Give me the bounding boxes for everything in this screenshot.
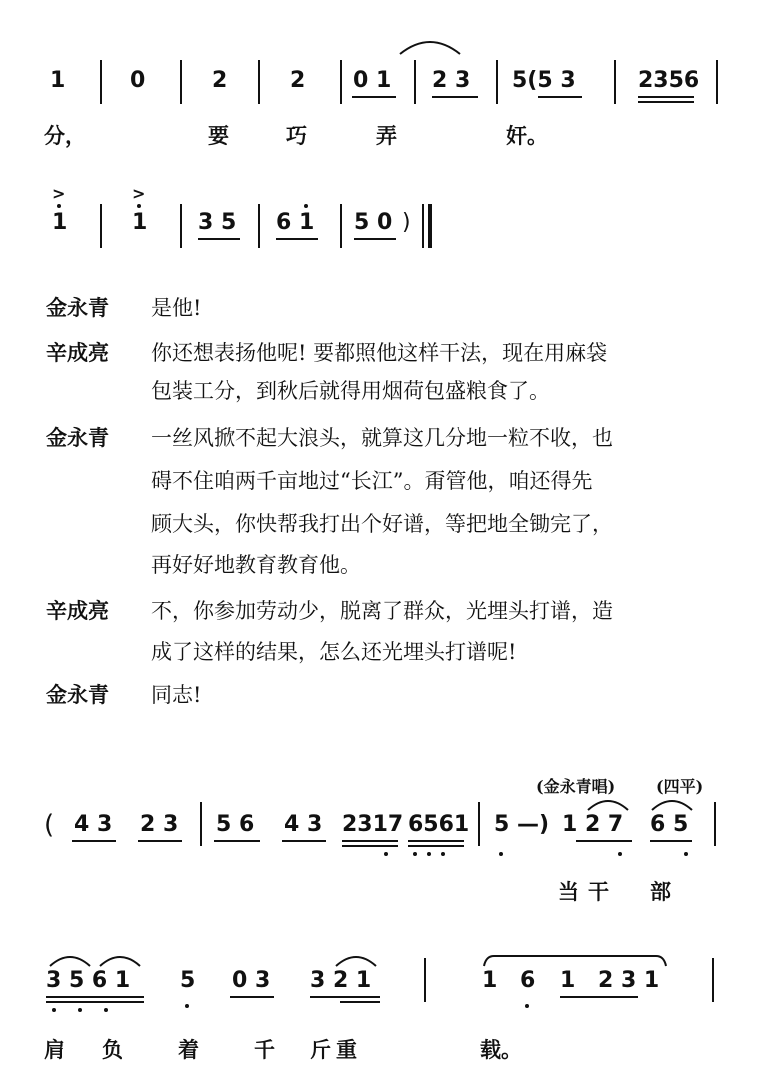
underline (46, 1001, 144, 1003)
lyric: 分， (44, 123, 86, 148)
close-paren: ) (402, 210, 411, 235)
note-group: 5 —) (494, 812, 550, 837)
note-m5: 0 1 (353, 68, 392, 93)
lyric: 干 (588, 879, 609, 904)
note-group: 5 6 (216, 812, 255, 837)
lyric: 奸。 (506, 123, 548, 148)
note-group: 4 3 (284, 812, 323, 837)
note-group: 2 3 1 (598, 968, 660, 993)
note-group: 2 3 (140, 812, 179, 837)
note-m8: 2356 (638, 68, 700, 93)
underline (214, 840, 260, 842)
accent-mark: > (52, 184, 66, 203)
lyric: 肩 (44, 1037, 65, 1062)
final-barline-thin (422, 204, 424, 248)
lyric: 载。 (480, 1037, 522, 1062)
slur (48, 952, 92, 968)
underline (72, 840, 116, 842)
note-m2: 1 (132, 210, 148, 235)
underline (138, 840, 182, 842)
barline (614, 60, 616, 104)
low-dot (185, 1004, 189, 1008)
note-m4: 2 (290, 68, 306, 93)
lyric: 着 (178, 1037, 199, 1062)
low-dot (525, 1004, 529, 1008)
dialogue-line: 你还想表扬他呢! 要都照他这样干法，现在用麻袋 (151, 341, 608, 365)
underline (340, 1001, 380, 1003)
low-dot (499, 852, 503, 856)
dialogue-line: 不，你参加劳动少，脱离了群众，光埋头打谱，造 (151, 599, 613, 623)
barline (712, 958, 714, 1002)
underline (354, 238, 396, 240)
underline (408, 840, 464, 842)
underline (282, 840, 326, 842)
barline (100, 60, 102, 104)
barline (716, 60, 718, 104)
speaker-name: 金永青 (46, 682, 109, 707)
underline (576, 840, 632, 842)
note-group: 1 (560, 968, 576, 993)
note-group: 6 5 (650, 812, 689, 837)
slur (98, 952, 142, 968)
barline (496, 60, 498, 104)
dialogue-line: 同志! (151, 683, 202, 707)
lyric: 巧 (286, 123, 307, 148)
underline (638, 96, 694, 98)
note-group: 0 3 (232, 968, 271, 993)
note-group: 1 2 7 (562, 812, 624, 837)
lyric: 斤 (310, 1037, 331, 1062)
high-dot (304, 204, 308, 208)
mode-annotation: (四平) (656, 777, 704, 796)
barline (340, 60, 342, 104)
tie (482, 952, 668, 968)
note-m7: 5(5 3 (512, 68, 576, 93)
final-barline-thick (428, 204, 432, 248)
lyric: 重 (336, 1037, 357, 1062)
slur (334, 952, 378, 968)
dialogue-line: 是他! (151, 296, 202, 320)
note-m5: 5 0 (354, 210, 393, 235)
open-paren: ( (44, 810, 55, 840)
low-dot (427, 852, 431, 856)
high-dot (57, 204, 61, 208)
slur (398, 34, 462, 56)
underline (198, 238, 240, 240)
low-dot (441, 852, 445, 856)
speaker-name: 辛成亮 (46, 340, 109, 365)
barline (180, 60, 182, 104)
low-dot (104, 1008, 108, 1012)
barline (424, 958, 426, 1002)
barline (258, 204, 260, 248)
low-dot (413, 852, 417, 856)
high-dot (137, 204, 141, 208)
note-m1: 1 (50, 68, 66, 93)
barline (200, 802, 202, 846)
underline (408, 845, 464, 847)
note-m3: 2 (212, 68, 228, 93)
underline (538, 96, 582, 98)
lyric: 弄 (376, 123, 397, 148)
underline (638, 101, 694, 103)
note-m6: 2 3 (432, 68, 471, 93)
note-group: 6561 (408, 812, 470, 837)
note-m1: 1 (52, 210, 68, 235)
note-group: 5 (180, 968, 196, 993)
slur (586, 796, 630, 812)
underline (230, 996, 274, 998)
note-m4: 6 1 (276, 210, 315, 235)
speaker-name: 辛成亮 (46, 598, 109, 623)
slur (650, 796, 694, 812)
low-dot (52, 1008, 56, 1012)
note-group: 3 2 1 (310, 968, 372, 993)
underline (432, 96, 478, 98)
lyric: 负 (102, 1037, 123, 1062)
dialogue-line: 包装工分，到秋后就得用烟荷包盛粮食了。 (151, 379, 550, 403)
underline (310, 996, 380, 998)
speaker-name: 金永青 (46, 425, 109, 450)
underline (46, 996, 144, 998)
underline (650, 840, 692, 842)
dialogue-line: 再好好地教育教育他。 (151, 553, 361, 577)
note-m2: 0 (130, 68, 146, 93)
underline (342, 845, 398, 847)
low-dot (684, 852, 688, 856)
lyric: 当 (558, 879, 579, 904)
dialogue-line: 一丝风掀不起大浪头，就算这几分地一粒不收，也 (151, 426, 613, 450)
barline (414, 60, 416, 104)
underline (352, 96, 396, 98)
underline (342, 840, 398, 842)
low-dot (78, 1008, 82, 1012)
barline (180, 204, 182, 248)
note-group: 6 (520, 968, 536, 993)
note-group: 4 3 (74, 812, 113, 837)
note-group: 2317 (342, 812, 404, 837)
lyric: 部 (650, 879, 671, 904)
underline (276, 238, 318, 240)
speaker-name: 金永青 (46, 295, 109, 320)
singer-annotation: (金永青唱) (536, 777, 616, 796)
dialogue-line: 成了这样的结果，怎么还光埋头打谱呢! (151, 640, 517, 664)
barline (478, 802, 480, 846)
barline (714, 802, 716, 846)
accent-mark: > (132, 184, 146, 203)
barline (100, 204, 102, 248)
lyric: 千 (254, 1037, 275, 1062)
dialogue-line: 碍不住咱两千亩地过“长江”。甭管他，咱还得先 (151, 469, 593, 493)
dialogue-line: 顾大头，你快帮我打出个好谱，等把地全锄完了， (151, 512, 613, 536)
barline (340, 204, 342, 248)
barline (258, 60, 260, 104)
low-dot (618, 852, 622, 856)
note-m3: 3 5 (198, 210, 237, 235)
underline (560, 996, 638, 998)
note-group: 1 (482, 968, 498, 993)
lyric: 要 (208, 123, 229, 148)
note-group: 3 5 6 1 (46, 968, 131, 993)
low-dot (384, 852, 388, 856)
